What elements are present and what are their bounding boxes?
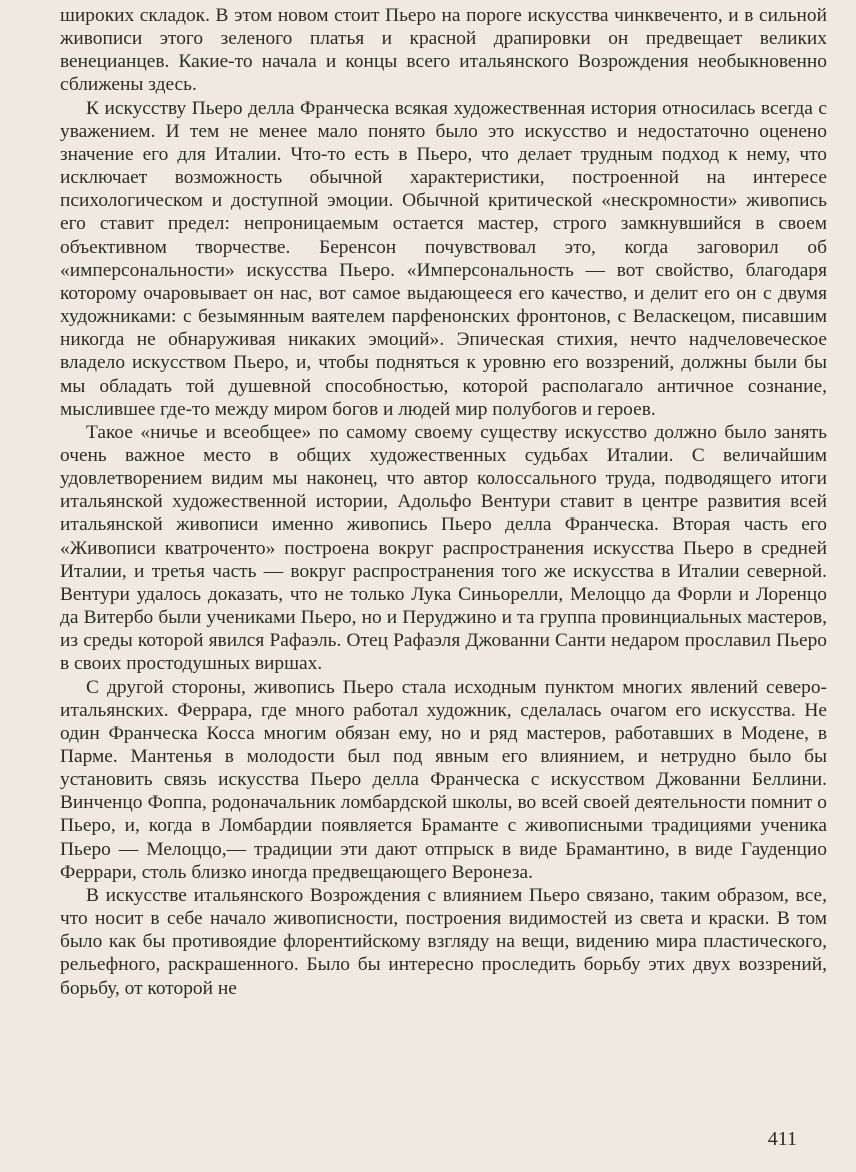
paragraph: С другой стороны, живопись Пьеро стала исходным пунктом многих явлений северо-итальянских. Феррара, где много работал художник, сделалась очагом его искусства. Не один Франческа Косса многим обязан ему, но и ряд мастеров, работавших в Модене, в Парме. Мантенья в молодости был под явным его влиянием, и нетрудно было бы установить связь искусства Пьеро делла Франческа с искусством Джованни Беллини. Винченцо Фоппа, родоначальник ломбардской школы, во всей своей деятельности помнит о Пьеро, и, когда в Ломбардии появляется Браманте с живописными традициями ученика Пьеро — Мелоццо,— традиции эти дают отпрыск в виде Брамантино, в виде Гауденцио Феррари, столь близко иногда предвещающего Веронеза. [60, 676, 827, 883]
book-page [60, 4, 827, 1168]
page-number: 411 [767, 1128, 797, 1150]
paragraph: К искусству Пьеро делла Франческа всякая художественная история относилась всегда с уважением. И тем не менее мало понято было это искусство и недостаточно оценено значение его для Италии. Что-то есть в Пьеро, что делает трудным подход к нему, что исключает возможность обычной характеристики, построенной на интересе психологическом и доступной эмоции. Обычной критической «нескромности» живопись его ставит предел: непроницаемым остается мастер, строго замкнувшийся в своем объективном творчестве. Беренсон почувствовал это, когда заговорил об «имперсональности» искусства Пьеро. «Имперсональность — вот свойство, благодаря которому очаровывает он нас, вот самое выдающееся его качество, и делит его он с двумя художниками: с безымянным ваятелем парфенонских фронтонов, с Веласкецом, писавшим никогда не обнаруживая никаких эмоций». Эпическая стихия, нечто надчеловеческое владело искусством Пьеро, и, чтобы подняться к уровню его воззрений, должны были бы мы обладать той душевной способностью, которой располагало античное сознание, мыслившее где-то между миром богов и людей мир полубогов и героев. [60, 97, 827, 420]
paragraph: В искусстве итальянского Возрождения с влиянием Пьеро связано, таким образом, все, что носит в себе начало живописности, построения видимостей из света и краски. В том было как бы противоядие флорентийскому взгляду на вещи, видению мира пластического, рельефного, раскрашенного. Было бы интересно проследить борьбу этих двух воззрений, борьбу, от которой не [60, 884, 827, 999]
paragraph: Такое «ничье и всеобщее» по самому своему существу искусство должно было занять очень важное место в общих художественных судьбах Италии. С величайшим удовлетворением видим мы наконец, что автор колоссального труда, подводящего итоги итальянской художественной истории, Адольфо Вентури ставит в центре развития всей итальянской живописи именно живопись Пьеро делла Франческа. Вторая часть его «Живописи кватроченто» построена вокруг распространения искусства Пьеро в средней Италии, и третья часть — вокруг распространения того же искусства в Италии северной. Вентури удалось доказать, что не только Лука Синьорелли, Мелоццо да Форли и Лоренцо да Витербо были учениками Пьеро, но и Перуджино и та группа провинциальных мастеров, из среды которой явился Рафаэль. Отец Рафаэля Джованни Санти недаром прославил Пьеро в своих простодушных виршах. [60, 421, 827, 675]
paragraph-continuation: широких складок. В этом новом стоит Пьеро на пороге искусства чинквеченто, и в сильной живописи этого зеленого платья и красной драпировки он предвещает великих венецианцев. Какие-то начала и концы всего итальянского Возрождения необыкновенно сближены здесь. [60, 5, 827, 96]
